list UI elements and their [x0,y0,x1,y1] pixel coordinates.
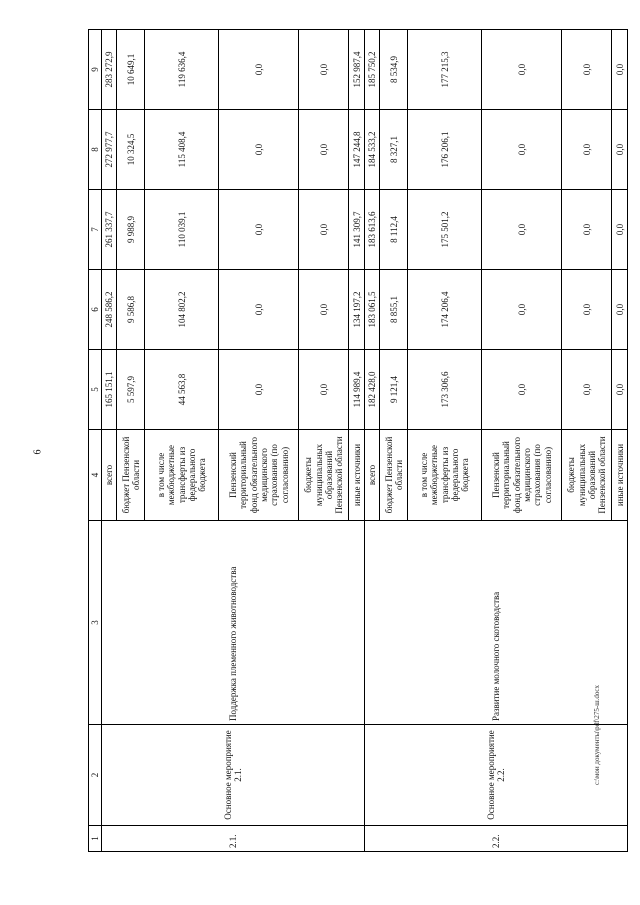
value-cell: 0,0 [562,190,612,270]
page-number: 6 [32,449,44,455]
value-cell: 0,0 [219,190,299,270]
header-cell: 2 [89,725,102,826]
value-cell: 283 272,9 [102,30,117,110]
value-cell: 0,0 [612,110,628,190]
value-cell: 10 324,5 [117,110,145,190]
value-cell: 0,0 [299,30,349,110]
value-cell: 0,0 [612,270,628,350]
value-cell: 165 151,1 [102,350,117,430]
funding-source: всего [365,430,380,521]
funding-source: всего [102,430,117,521]
header-cell: 5 [89,350,102,430]
value-cell: 8 534,9 [380,30,408,110]
value-cell: 0,0 [482,190,562,270]
value-cell: 8 327,1 [380,110,408,190]
value-cell: 134 197,2 [349,270,365,350]
value-cell: 0,0 [612,350,628,430]
value-cell: 104 802,2 [145,270,219,350]
table-row [102,30,117,852]
value-cell: 0,0 [562,350,612,430]
funding-source: Пензенский территориальный фонд обязательного медицинского страхования (по согласованию) [482,430,562,521]
header-cell: 4 [89,430,102,521]
row-number: 2.2. [365,826,628,852]
header-cell: 6 [89,270,102,350]
value-cell: 173 306,6 [408,350,482,430]
value-cell: 0,0 [612,30,628,110]
value-cell: 184 533,2 [365,110,380,190]
value-cell: 8 112,4 [380,190,408,270]
value-cell: 0,0 [482,110,562,190]
value-cell: 147 244,8 [349,110,365,190]
value-cell: 8 855,1 [380,270,408,350]
event-name: Основное мероприятие 2.2. [365,725,628,826]
funding-source: бюджет Пензенской области [117,430,145,521]
value-cell: 0,0 [219,30,299,110]
header-cell: 9 [89,30,102,110]
funding-source: бюджет Пензенской области [380,430,408,521]
funding-source: в том числе межбюджетные трансферты из федерального бюджета [145,430,219,521]
value-cell: 183 061,5 [365,270,380,350]
value-cell: 114 989,4 [349,350,365,430]
value-cell: 9 121,4 [380,350,408,430]
value-cell: 10 649,1 [117,30,145,110]
funding-source: в том числе межбюджетные трансферты из федерального бюджета [408,430,482,521]
value-cell: 0,0 [562,270,612,350]
value-cell: 5 597,9 [117,350,145,430]
value-cell: 0,0 [562,30,612,110]
funding-source: бюджеты муниципальных образований Пензенской области [299,430,349,521]
value-cell: 119 636,4 [145,30,219,110]
funding-table [88,29,628,852]
value-cell: 0,0 [299,190,349,270]
funding-source: бюджеты муниципальных образований Пензенской области [562,430,612,521]
event-name: Основное мероприятие 2.1. [102,725,365,826]
value-cell: 9 586,8 [117,270,145,350]
value-cell: 9 988,9 [117,190,145,270]
header-cell: 3 [89,521,102,725]
row-number: 2.1. [102,826,365,852]
value-cell: 0,0 [562,110,612,190]
value-cell: 0,0 [219,110,299,190]
value-cell: 177 215,3 [408,30,482,110]
value-cell: 0,0 [299,110,349,190]
footer-path: с:\мои документы\pdf\275-ш.docx [593,684,601,786]
value-cell: 0,0 [482,270,562,350]
header-cell: 1 [89,826,102,852]
funding-source: иные источники [349,430,365,521]
value-cell: 141 309,7 [349,190,365,270]
event-title: Поддержка племенного животноводства [102,521,365,725]
event-title: Развитие молочного скотоводства [365,521,628,725]
value-cell: 261 337,7 [102,190,117,270]
value-cell: 0,0 [299,270,349,350]
header-row [89,30,102,852]
header-cell: 8 [89,110,102,190]
value-cell: 0,0 [219,270,299,350]
value-cell: 175 501,2 [408,190,482,270]
value-cell: 0,0 [612,190,628,270]
value-cell: 176 206,1 [408,110,482,190]
table-row [365,30,380,852]
value-cell: 183 613,6 [365,190,380,270]
value-cell: 0,0 [482,30,562,110]
funding-source: иные источники [612,430,628,521]
value-cell: 272 977,7 [102,110,117,190]
funding-source: Пензенский территориальный фонд обязательного медицинского страхования (по согласованию) [219,430,299,521]
value-cell: 248 586,2 [102,270,117,350]
value-cell: 0,0 [482,350,562,430]
value-cell: 44 563,8 [145,350,219,430]
value-cell: 182 428,0 [365,350,380,430]
value-cell: 115 408,4 [145,110,219,190]
value-cell: 0,0 [219,350,299,430]
header-cell: 7 [89,190,102,270]
value-cell: 152 987,4 [349,30,365,110]
value-cell: 174 206,4 [408,270,482,350]
value-cell: 110 039,1 [145,190,219,270]
value-cell: 185 750,2 [365,30,380,110]
value-cell: 0,0 [299,350,349,430]
